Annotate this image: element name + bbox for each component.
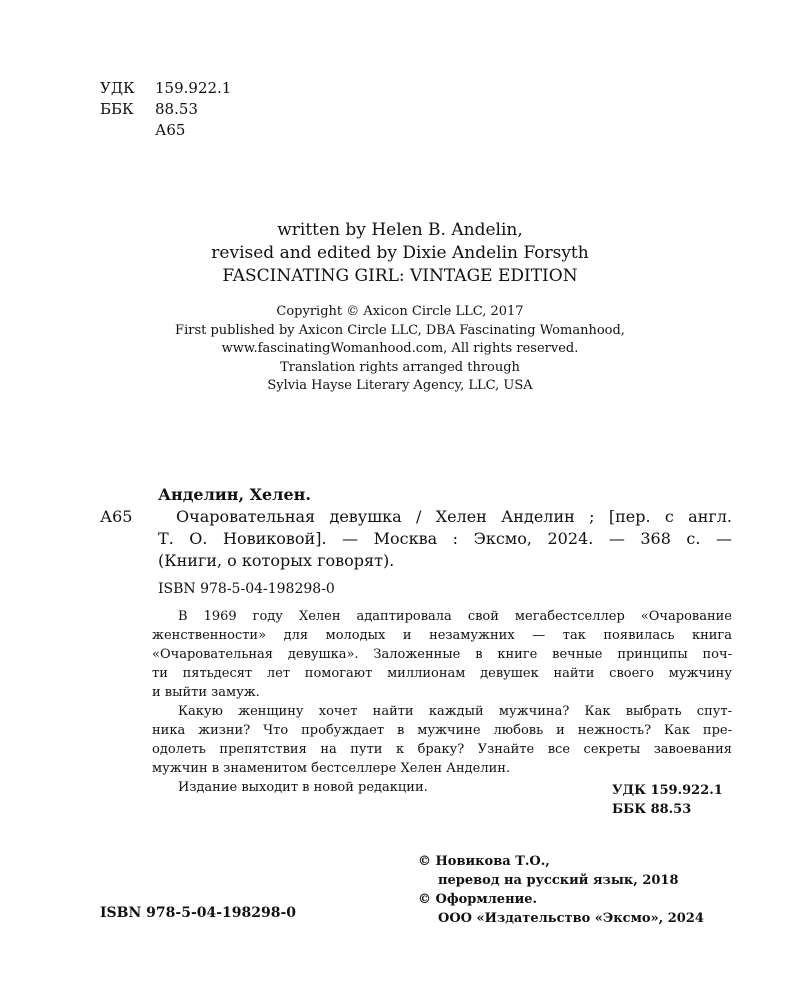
catalog-author-mark: А65	[100, 507, 133, 526]
annotation-line: и выйти замуж.	[152, 685, 260, 700]
annotation-line: «Очаровательная девушка». Заложенные в книге вечные принципы поч-	[152, 647, 732, 662]
bbk-label: ББК	[100, 100, 134, 118]
copyright-ru-line: © Новикова Т.О.,	[418, 854, 550, 869]
bbk-bottom: ББК 88.53	[612, 802, 692, 817]
udk-value: 159.922.1	[155, 79, 232, 97]
annotation-line: ти пятьдесят лет помогают миллионам девушек найти своего мужчину	[152, 666, 732, 681]
copyright-ru-line: © Оформление.	[418, 892, 538, 907]
catalog-description	[158, 506, 732, 572]
catalog-line: Очаровательная девушка / Хелен Анделин ; [пер. с англ.	[176, 507, 732, 526]
annotation-line: Издание выходит в новой редакции.	[178, 780, 428, 795]
copyright-line: www.fascinatingWomanhood.com, All rights reserved.	[221, 341, 579, 356]
annotation-paragraph	[152, 702, 732, 778]
catalog-isbn: ISBN 978-5-04-198298-0	[158, 581, 335, 597]
author-mark-value: А65	[155, 121, 186, 139]
udk-label: УДК	[100, 79, 135, 97]
copyright-ru-line: перевод на русский язык, 2018	[438, 873, 679, 888]
udk-row	[100, 78, 231, 99]
catalog-author: Анделин, Хелен.	[158, 485, 311, 504]
credit-line: written by Helen B. Andelin,	[277, 220, 523, 240]
copyright-line: Copyright © Axicon Circle LLC, 2017	[276, 304, 524, 319]
bbk-value: 88.53	[155, 100, 198, 118]
isbn-bottom: ISBN 978-5-04-198298-0	[100, 905, 297, 921]
copyright-ru-line: ООО «Издательство «Эксмо», 2024	[438, 911, 704, 926]
annotation-paragraph	[152, 607, 732, 702]
copyright-line: Sylvia Hayse Literary Agency, LLC, USA	[267, 378, 533, 393]
annotation-line: Какую женщину хочет найти каждый мужчина? Как выбрать спут-	[178, 704, 732, 719]
author-mark-label	[100, 120, 155, 141]
udk-bottom: УДК 159.922.1	[612, 783, 723, 798]
credit-line: FASCINATING GIRL: VINTAGE EDITION	[222, 266, 578, 286]
annotation-line: ника жизни? Что пробуждает в мужчине любовь и нежность? Как пре-	[152, 723, 732, 738]
copyright-line: First published by Axicon Circle LLC, DBA Fascinating Womanhood,	[175, 322, 625, 338]
classification-block	[100, 78, 231, 141]
annotation-line: мужчин в знаменитом бестселлере Хелен Анделин.	[152, 761, 511, 776]
author-mark-row	[100, 120, 231, 141]
bbk-row	[100, 99, 231, 120]
credit-line: revised and edited by Dixie Andelin Forsyth	[211, 243, 589, 263]
annotation	[152, 607, 732, 797]
annotation-line: одолеть препятствия на пути к браку? Узнайте все секреты завоевания	[152, 742, 732, 757]
catalog-line: Т. О. Новиковой]. — Москва : Эксмо, 2024. — 368 с. —	[158, 529, 732, 548]
classification-bottom	[612, 781, 723, 819]
annotation-line: женственности» для молодых и незамужних — так появилась книга	[152, 628, 732, 643]
translation-copyright	[418, 852, 704, 928]
copyright-line: Translation rights arranged through	[280, 359, 520, 375]
original-copyright	[0, 303, 800, 396]
catalog-line: (Книги, о которых говорят).	[158, 551, 395, 570]
annotation-line: В 1969 году Хелен адаптировала свой мегабестселлер «Очарование	[178, 609, 732, 624]
original-credits	[0, 219, 800, 288]
